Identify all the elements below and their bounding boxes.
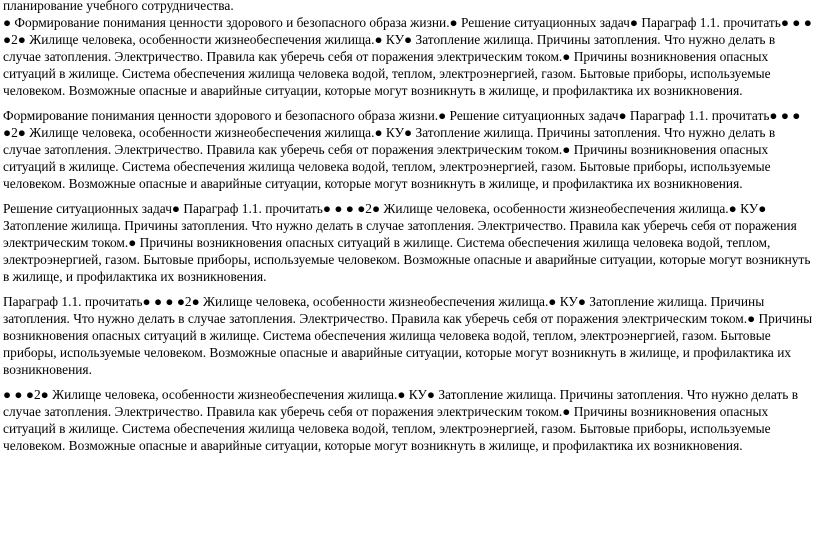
paragraph-3: Решение ситуационных задач● Параграф 1.1. прочитать● ● ● ●2● Жилище человека, особенности жизнеобеспечения жилища.● КУ● Затопление жилища. Причины затопления. Что нужно делать в случае затопления. Электричество. Правила как уберечь себя от поражения электрическим током.● Причины возникновения опасных ситуаций в жилище. Система обеспечения жилища человека водой, теплом, электроэнергией, газом. Бытовые приборы, используемые человеком. Возможные опасные и аварийные ситуации, которые могут возникнуть в жилище, и профилактика их возникновения.: [3, 201, 811, 284]
paragraph-1: ● Формирование понимания ценности здорового и безопасного образа жизни.● Решение ситуационных задач● Параграф 1.1. прочитать● ● ● ●2● Жилище человека, особенности жизнеобеспечения жилища.● КУ● Затопление жилища. Причины затопления. Что нужно делать в случае затопления. Электричество. Правила как уберечь себя от поражения электрическим током.● Причины возникновения опасных ситуаций в жилище. Система обеспечения жилища человека водой, теплом, электроэнергией, газом. Бытовые приборы, используемые человеком. Возможные опасные и аварийные ситуации, которые могут возникнуть в жилище, и профилактика их возникновения.: [3, 15, 812, 98]
paragraph-2: Формирование понимания ценности здорового и безопасного образа жизни.● Решение ситуационных задач● Параграф 1.1. прочитать● ● ● ●2● Жилище человека, особенности жизнеобеспечения жилища.● КУ● Затопление жилища. Причины затопления. Что нужно делать в случае затопления. Электричество. Правила как уберечь себя от поражения электрическим током.● Причины возникновения опасных ситуаций в жилище. Система обеспечения жилища человека водой, теплом, электроэнергией, газом. Бытовые приборы, используемые человеком. Возможные опасные и аварийные ситуации, которые могут возникнуть в жилище, и профилактика их возникновения.: [3, 108, 801, 191]
paragraph-4: Параграф 1.1. прочитать● ● ● ●2● Жилище человека, особенности жизнеобеспечения жилища.● КУ● Затопление жилища. Причины затопления. Что нужно делать в случае затопления. Электричество. Правила как уберечь себя от поражения электрическим током.● Причины возникновения опасных ситуаций в жилище. Система обеспечения жилища человека водой, теплом, электроэнергией, газом. Бытовые приборы, используемые человеком. Возможные опасные и аварийные ситуации, которые могут возникнуть в жилище, и профилактика их возникновения.: [3, 294, 813, 377]
paragraph-5: ● ● ●2● Жилище человека, особенности жизнеобеспечения жилища.● КУ● Затопление жилища. Причины затопления. Что нужно делать в случае затопления. Электричество. Правила как уберечь себя от поражения электрическим током.● Причины возникновения опасных ситуаций в жилище. Система обеспечения жилища человека водой, теплом, электроэнергией, газом. Бытовые приборы, используемые человеком. Возможные опасные и аварийные ситуации, которые могут возникнуть в жилище, и профилактика их возникновения.: [3, 387, 799, 453]
paragraph-intro: планирование учебного сотрудничества.: [3, 0, 234, 13]
